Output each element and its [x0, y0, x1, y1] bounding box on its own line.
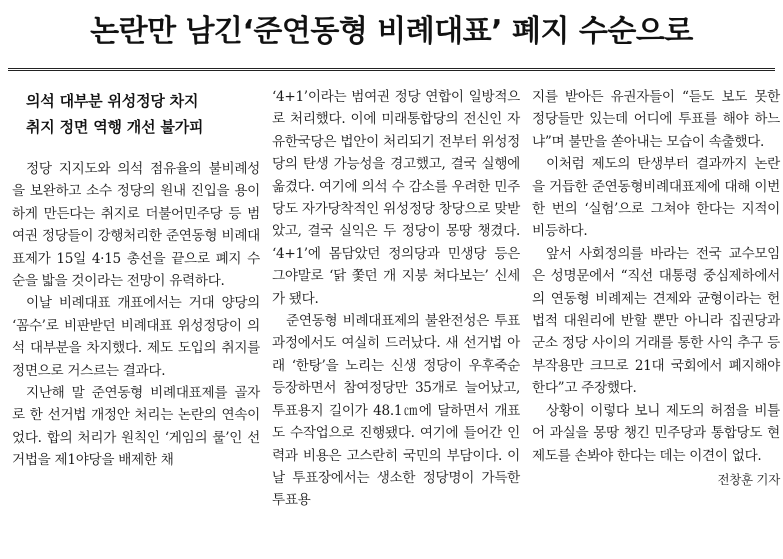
subheadline-line-2: 취지 정면 역행 개선 불가피 [26, 118, 204, 136]
paragraph: 앞서 사회정의를 바라는 전국 교수모임은 성명문에서 “직선 대통령 중심제하에서의 연동형 비례제는 견제와 균형이라는 헌법적 대원리에 반할 뿐만 아니라 집권당과 군소 정당 사이의 거래를 통한 사익 추구 등 부작용만 크므로 21대 국회에서 폐지해야 한다”고 주장했다. [532, 245, 780, 397]
paragraph: 상황이 이렇다 보니 제도의 허점을 비틀어 과실을 몽땅 챙긴 민주당과 통합당도 현 제도를 손봐야 한다는 데는 이견이 없다. [532, 402, 780, 464]
article-column-1 [12, 88, 260, 472]
article-column-2 [272, 86, 520, 512]
paragraph: 준연동형 비례대표제의 불완전성은 투표 과정에서도 여실히 드러났다. 새 선거법 아래 ‘한탕’을 노리는 신생 정당이 우후죽순 등장하면서 참여정당만 35개로 늘어났고, 투표용지 길이가 48.1㎝에 달하면서 개표도 수작업으로 진행됐다. 여기에 들어간 인력과 비용은 고스란히 국민의 부담이다. 이날 투표장에서는 생소한 정당명이 가득한 투표용 [272, 313, 520, 509]
subheadline-line-1: 의석 대부분 위성정당 차지 [26, 92, 199, 110]
headline-divider [8, 68, 775, 71]
paragraph: 이처럼 제도의 탄생부터 결과까지 논란을 거듭한 준연동형비례대표제에 대해 이번 한 번의 ‘실험’으로 그쳐야 한다는 지적이 비등하다. [532, 156, 780, 240]
article-byline: 전창훈 기자 [717, 471, 780, 487]
paragraph: 정당 지지도와 의석 점유율의 불비례성을 보완하고 소수 정당의 원내 진입을 용이하게 만든다는 취지로 더불어민주당 등 범여권 정당들이 강행처리한 준연동형 비례대표제가 15일 4·15 총선을 끝으로 폐지 수순을 밟을 것이라는 전망이 유력하다. [12, 161, 260, 290]
paragraph: 지난해 말 준연동형 비례대표제를 골자로 한 선거법 개정안 처리는 논란의 연속이었다. 합의 처리가 원칙인 ‘게임의 룰’인 선거법을 제1야당을 배제한 채 [12, 385, 260, 469]
paragraph: 이날 비례대표 개표에서는 거대 양당의 ‘꼼수’로 비판받던 비례대표 위성정당이 의석 대부분을 차지했다. 제도 도입의 취지를 정면으로 거스르는 결과다. [12, 295, 260, 379]
article-subheadline [26, 88, 260, 140]
article-headline: 논란만 남긴‘준연동형 비례대표’ 폐지 수순으로 [90, 14, 693, 49]
paragraph: 지를 받아든 유권자들이 “듣도 보도 못한 정당들만 있는데 어디에 투표를 해야 하느냐”며 불만을 쏟아내는 모습이 속출했다. [532, 89, 780, 150]
article-column-3 [532, 86, 780, 491]
paragraph: ‘4+1’이라는 범여권 정당 연합이 일방적으로 처리했다. 이에 미래통합당의 전신인 자유한국당은 법안이 처리되기 전부터 위성정당의 탄생 가능성을 경고했고, 결국 실행에 옮겼다. 여기에 의석 수 감소를 우려한 민주당도 자가당착적인 위성정당 창당으로 맞받았고, 결국 실익은 두 정당이 몽땅 챙겼다. ‘4+1’에 몸담았던 정의당과 민생당 등은 그야말로 ‘닭 쫓던 개 지붕 쳐다보는’ 신세가 됐다. [272, 89, 520, 307]
